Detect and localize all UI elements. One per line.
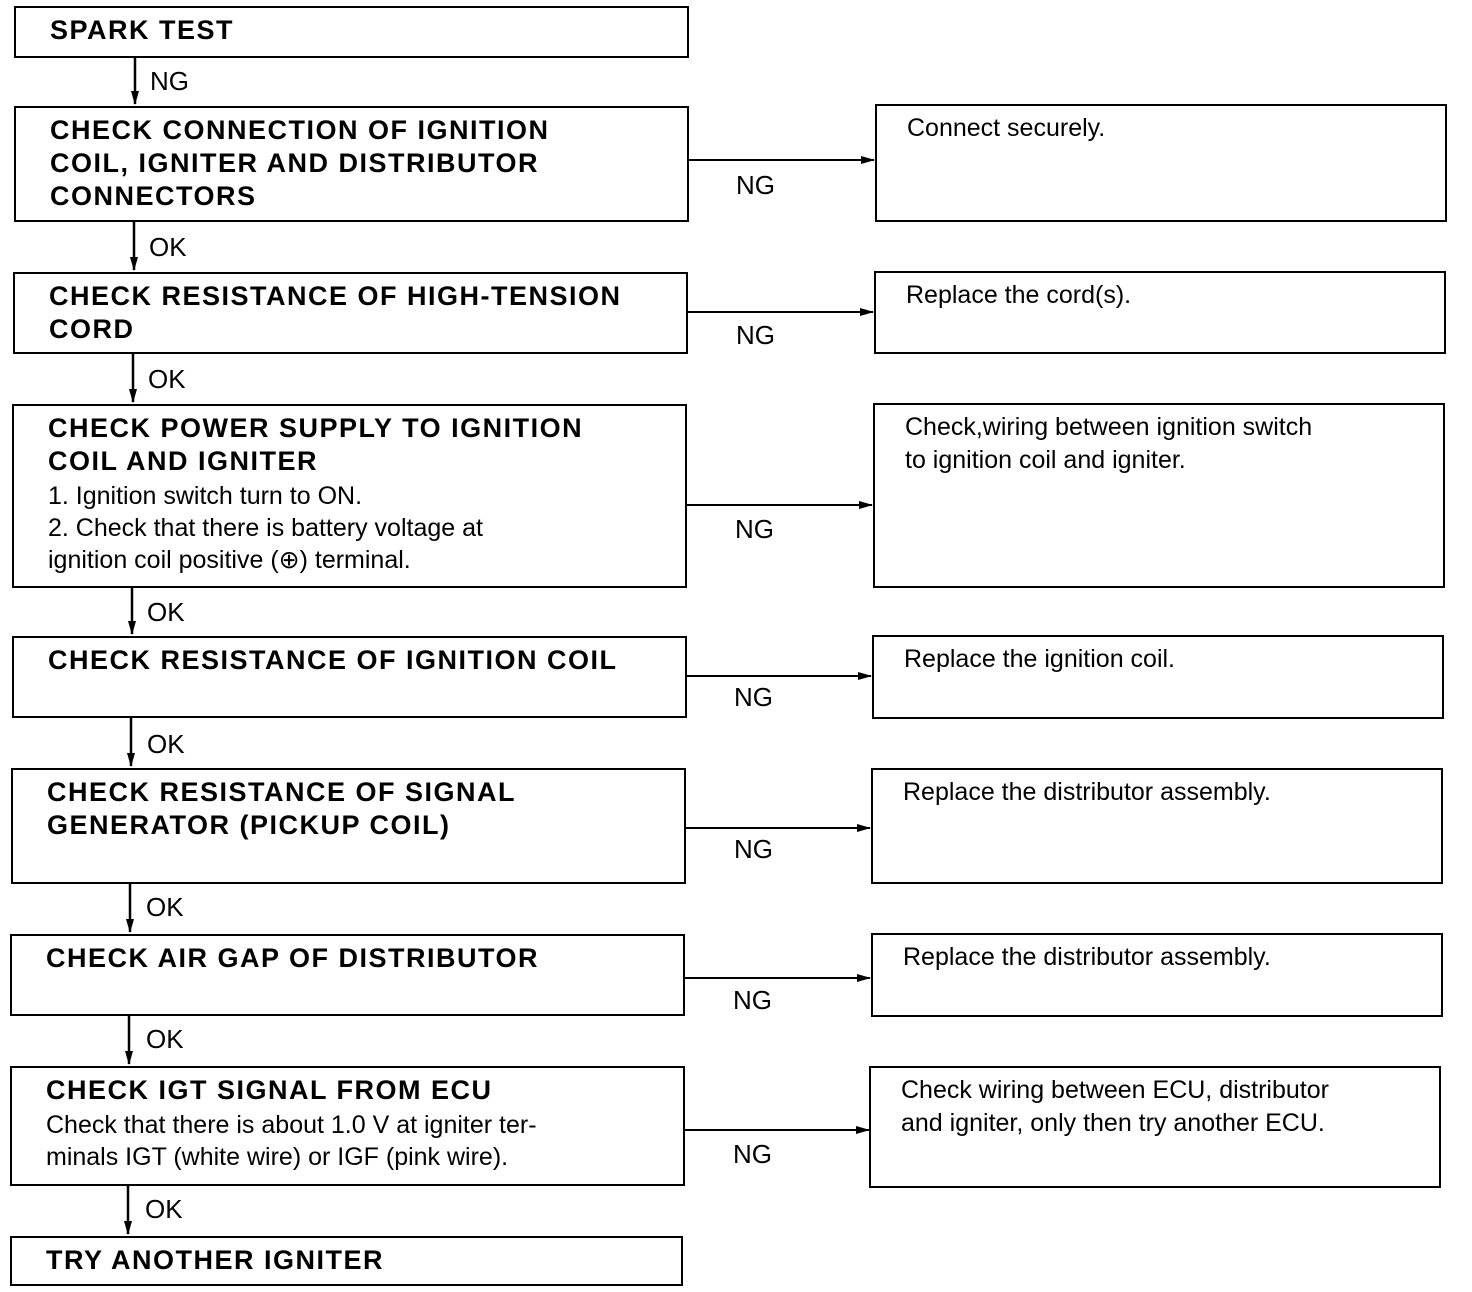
step-title: CHECK RESISTANCE OF SIGNAL GENERATOR (PICKUP COIL)	[47, 777, 517, 840]
step-box-signal-generator	[11, 768, 686, 884]
ok-label: OK	[147, 597, 185, 627]
step-title: CHECK CONNECTION OF IGNITION COIL, IGNITER AND DISTRIBUTOR CONNECTORS	[50, 115, 550, 211]
remedy-box	[873, 403, 1445, 588]
ng-label: NG	[734, 682, 773, 712]
step-box-air-gap	[10, 934, 685, 1016]
remedy-box	[872, 635, 1444, 719]
ok-label: OK	[147, 729, 185, 759]
remedy-text: Check,wiring between ignition switch to ignition coil and igniter.	[905, 413, 1313, 474]
ng-label: NG	[733, 985, 772, 1015]
step-title: CHECK RESISTANCE OF IGNITION COIL	[48, 645, 618, 675]
ng-label: NG	[734, 834, 773, 864]
remedy-box	[874, 271, 1446, 354]
end-box	[10, 1236, 683, 1286]
step-detail: Check that there is about 1.0 V at igniter ter- minals IGT (white wire) or IGF (pink wire).	[46, 1111, 537, 1171]
remedy-text: Connect securely.	[907, 114, 1106, 142]
step-title: CHECK RESISTANCE OF HIGH-TENSION CORD	[49, 281, 622, 344]
step-box-ignition-coil	[12, 636, 687, 718]
ok-label: OK	[146, 892, 184, 922]
remedy-text: Check wiring between ECU, distributor and igniter, only then try another ECU.	[901, 1076, 1329, 1137]
ok-label: OK	[145, 1194, 183, 1224]
remedy-box	[869, 1066, 1441, 1188]
ok-label: OK	[148, 364, 186, 394]
start-title: SPARK TEST	[50, 15, 235, 45]
step-title: CHECK POWER SUPPLY TO IGNITION COIL AND IGNITER	[48, 413, 584, 476]
remedy-text: Replace the cord(s).	[906, 281, 1132, 309]
ng-label: NG	[736, 320, 775, 350]
remedy-text: Replace the ignition coil.	[904, 645, 1175, 673]
step-box-connection	[14, 106, 689, 222]
start-ng-label: NG	[150, 66, 189, 96]
start-box	[14, 6, 689, 58]
remedy-box	[871, 933, 1443, 1017]
step-box-igt-signal	[10, 1066, 685, 1186]
step-detail: 1. Ignition switch turn to ON. 2. Check that there is battery voltage at ignition coil positive (⊕) terminal.	[48, 482, 483, 574]
ok-label: OK	[146, 1024, 184, 1054]
ok-label: OK	[149, 232, 187, 262]
remedy-text: Replace the distributor assembly.	[903, 943, 1271, 971]
remedy-box	[871, 768, 1443, 884]
ng-label: NG	[735, 514, 774, 544]
end-title: TRY ANOTHER IGNITER	[46, 1245, 385, 1275]
remedy-text: Replace the distributor assembly.	[903, 778, 1271, 806]
remedy-box	[875, 104, 1447, 222]
step-box-power-supply	[12, 404, 687, 588]
ng-label: NG	[736, 170, 775, 200]
step-title: CHECK AIR GAP OF DISTRIBUTOR	[46, 943, 540, 973]
ng-label: NG	[733, 1139, 772, 1169]
step-box-high-tension	[13, 272, 688, 354]
step-title: CHECK IGT SIGNAL FROM ECU	[46, 1075, 493, 1105]
